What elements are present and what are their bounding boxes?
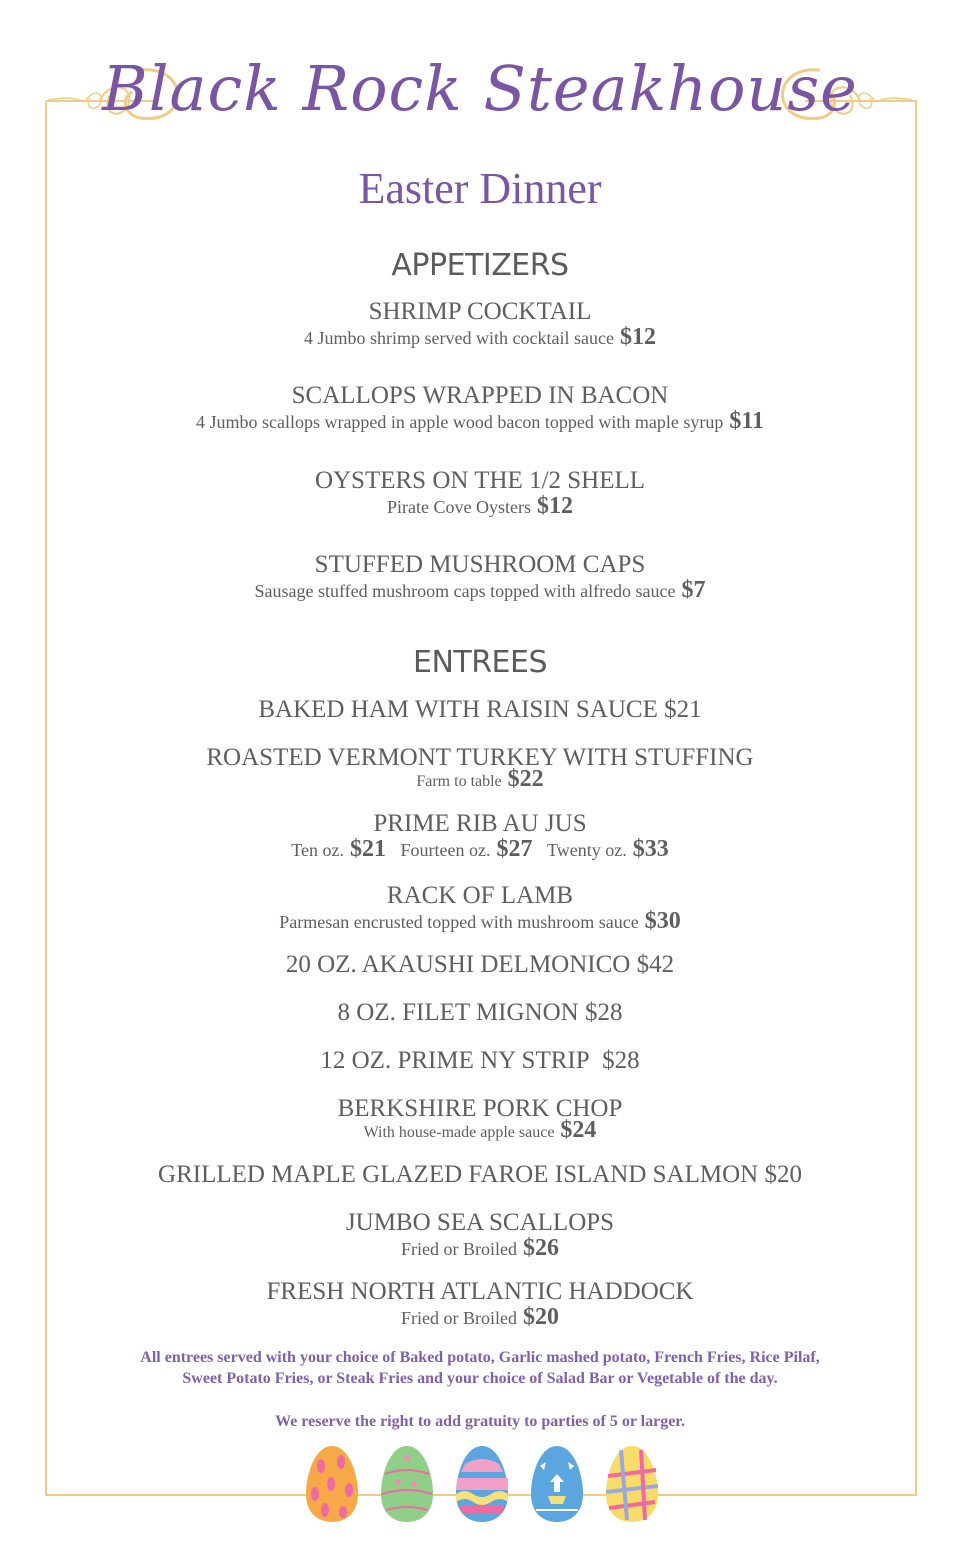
menu-title: Easter Dinner (358, 164, 602, 213)
item-name: RACK OF LAMB (386, 882, 574, 909)
item-description: With house-made apple sauce (363, 1124, 555, 1141)
item-name: PRIME RIB AU JUS (373, 810, 587, 837)
item-price: $22 (507, 766, 544, 792)
item-price: $21 (664, 696, 702, 723)
item-name: BAKED HAM WITH RAISIN SAUCE (258, 696, 658, 723)
appetizers-heading: APPETIZERS (391, 248, 569, 283)
item-name: BERKSHIRE PORK CHOP (337, 1095, 623, 1122)
item-price: $7 (681, 577, 706, 603)
gratuity-note: We reserve the right to add gratuity to parties of 5 or larger. (275, 1413, 685, 1430)
sides-note-line: Sweet Potato Fries, or Steak Fries and your choice of Salad Bar or Vegetable of the day. (182, 1370, 778, 1387)
item-description: Parmesan encrusted topped with mushroom sauce (279, 912, 639, 932)
item-name: FRESH NORTH ATLANTIC HADDOCK (266, 1278, 694, 1305)
entree-item (0, 744, 960, 793)
entree-item (0, 1209, 960, 1260)
entree-item (0, 999, 960, 1027)
item-description: Pirate Cove Oysters (387, 497, 531, 517)
item-name: ROASTED VERMONT TURKEY WITH STUFFING (206, 744, 754, 771)
restaurant-name: Black Rock Steakhouse (102, 52, 858, 125)
option-size: Fourteen oz. (400, 840, 491, 860)
option-price: $21 (350, 836, 386, 862)
item-name: OYSTERS ON THE 1/2 SHELL (314, 467, 646, 494)
entree-item (0, 1278, 960, 1329)
item-price: $26 (522, 1235, 559, 1261)
item-price: $11 (729, 408, 765, 434)
item-name: 20 OZ. AKAUSHI DELMONICO (285, 951, 631, 978)
option-size: Twenty oz. (546, 840, 627, 860)
option-price: $27 (496, 836, 533, 862)
item-name: JUMBO SEA SCALLOPS (345, 1209, 615, 1236)
item-price: $20 (522, 1304, 559, 1330)
item-description: 4 Jumbo shrimp served with cocktail sauce (304, 328, 614, 348)
entree-item (0, 1047, 960, 1075)
appetizer-item (0, 551, 960, 602)
item-price: $28 (584, 999, 623, 1026)
item-name: SHRIMP COCKTAIL (368, 298, 592, 325)
option-price: $33 (632, 836, 669, 862)
appetizer-item (0, 298, 960, 349)
item-description: Fried or Broiled (401, 1239, 517, 1259)
item-description: Sausage stuffed mushroom caps topped with alfredo sauce (254, 581, 676, 601)
item-name: STUFFED MUSHROOM CAPS (314, 551, 646, 578)
entree-item (0, 882, 960, 933)
appetizer-item (0, 382, 960, 433)
entree-item (0, 810, 960, 861)
item-name: 8 OZ. FILET MIGNON (337, 999, 579, 1026)
easter-egg-icon (455, 1444, 509, 1524)
easter-eggs (305, 1444, 665, 1526)
item-description: Fried or Broiled (401, 1308, 517, 1328)
item-price: $42 (636, 951, 675, 978)
item-price: $28 (602, 1047, 640, 1074)
item-description: Farm to table (416, 773, 502, 790)
easter-egg-icon (305, 1444, 359, 1524)
easter-egg-icon (530, 1444, 584, 1524)
easter-egg-icon (380, 1444, 434, 1524)
entree-item (0, 1095, 960, 1144)
option-size: Ten oz. (291, 840, 344, 860)
item-price: $30 (644, 908, 681, 934)
item-price: $12 (536, 493, 573, 519)
item-name: GRILLED MAPLE GLAZED FAROE ISLAND SALMON (158, 1161, 759, 1188)
entree-item (0, 951, 960, 979)
item-description: 4 Jumbo scallops wrapped in apple wood bacon topped with maple syrup (195, 412, 724, 432)
entree-item (0, 696, 960, 724)
sides-note-line: All entrees served with your choice of Baked potato, Garlic mashed potato, French Fries, Rice Pilaf, (140, 1349, 820, 1366)
sides-note (0, 1347, 960, 1389)
item-price: $24 (560, 1117, 597, 1143)
item-name: SCALLOPS WRAPPED IN BACON (291, 382, 669, 409)
item-price: $12 (619, 324, 656, 350)
easter-egg-icon (605, 1444, 659, 1524)
entree-item (0, 1161, 960, 1189)
item-price: $20 (764, 1161, 802, 1188)
entrees-heading: ENTREES (412, 645, 548, 680)
appetizer-item (0, 467, 960, 518)
item-name: 12 OZ. PRIME NY STRIP (320, 1047, 590, 1074)
